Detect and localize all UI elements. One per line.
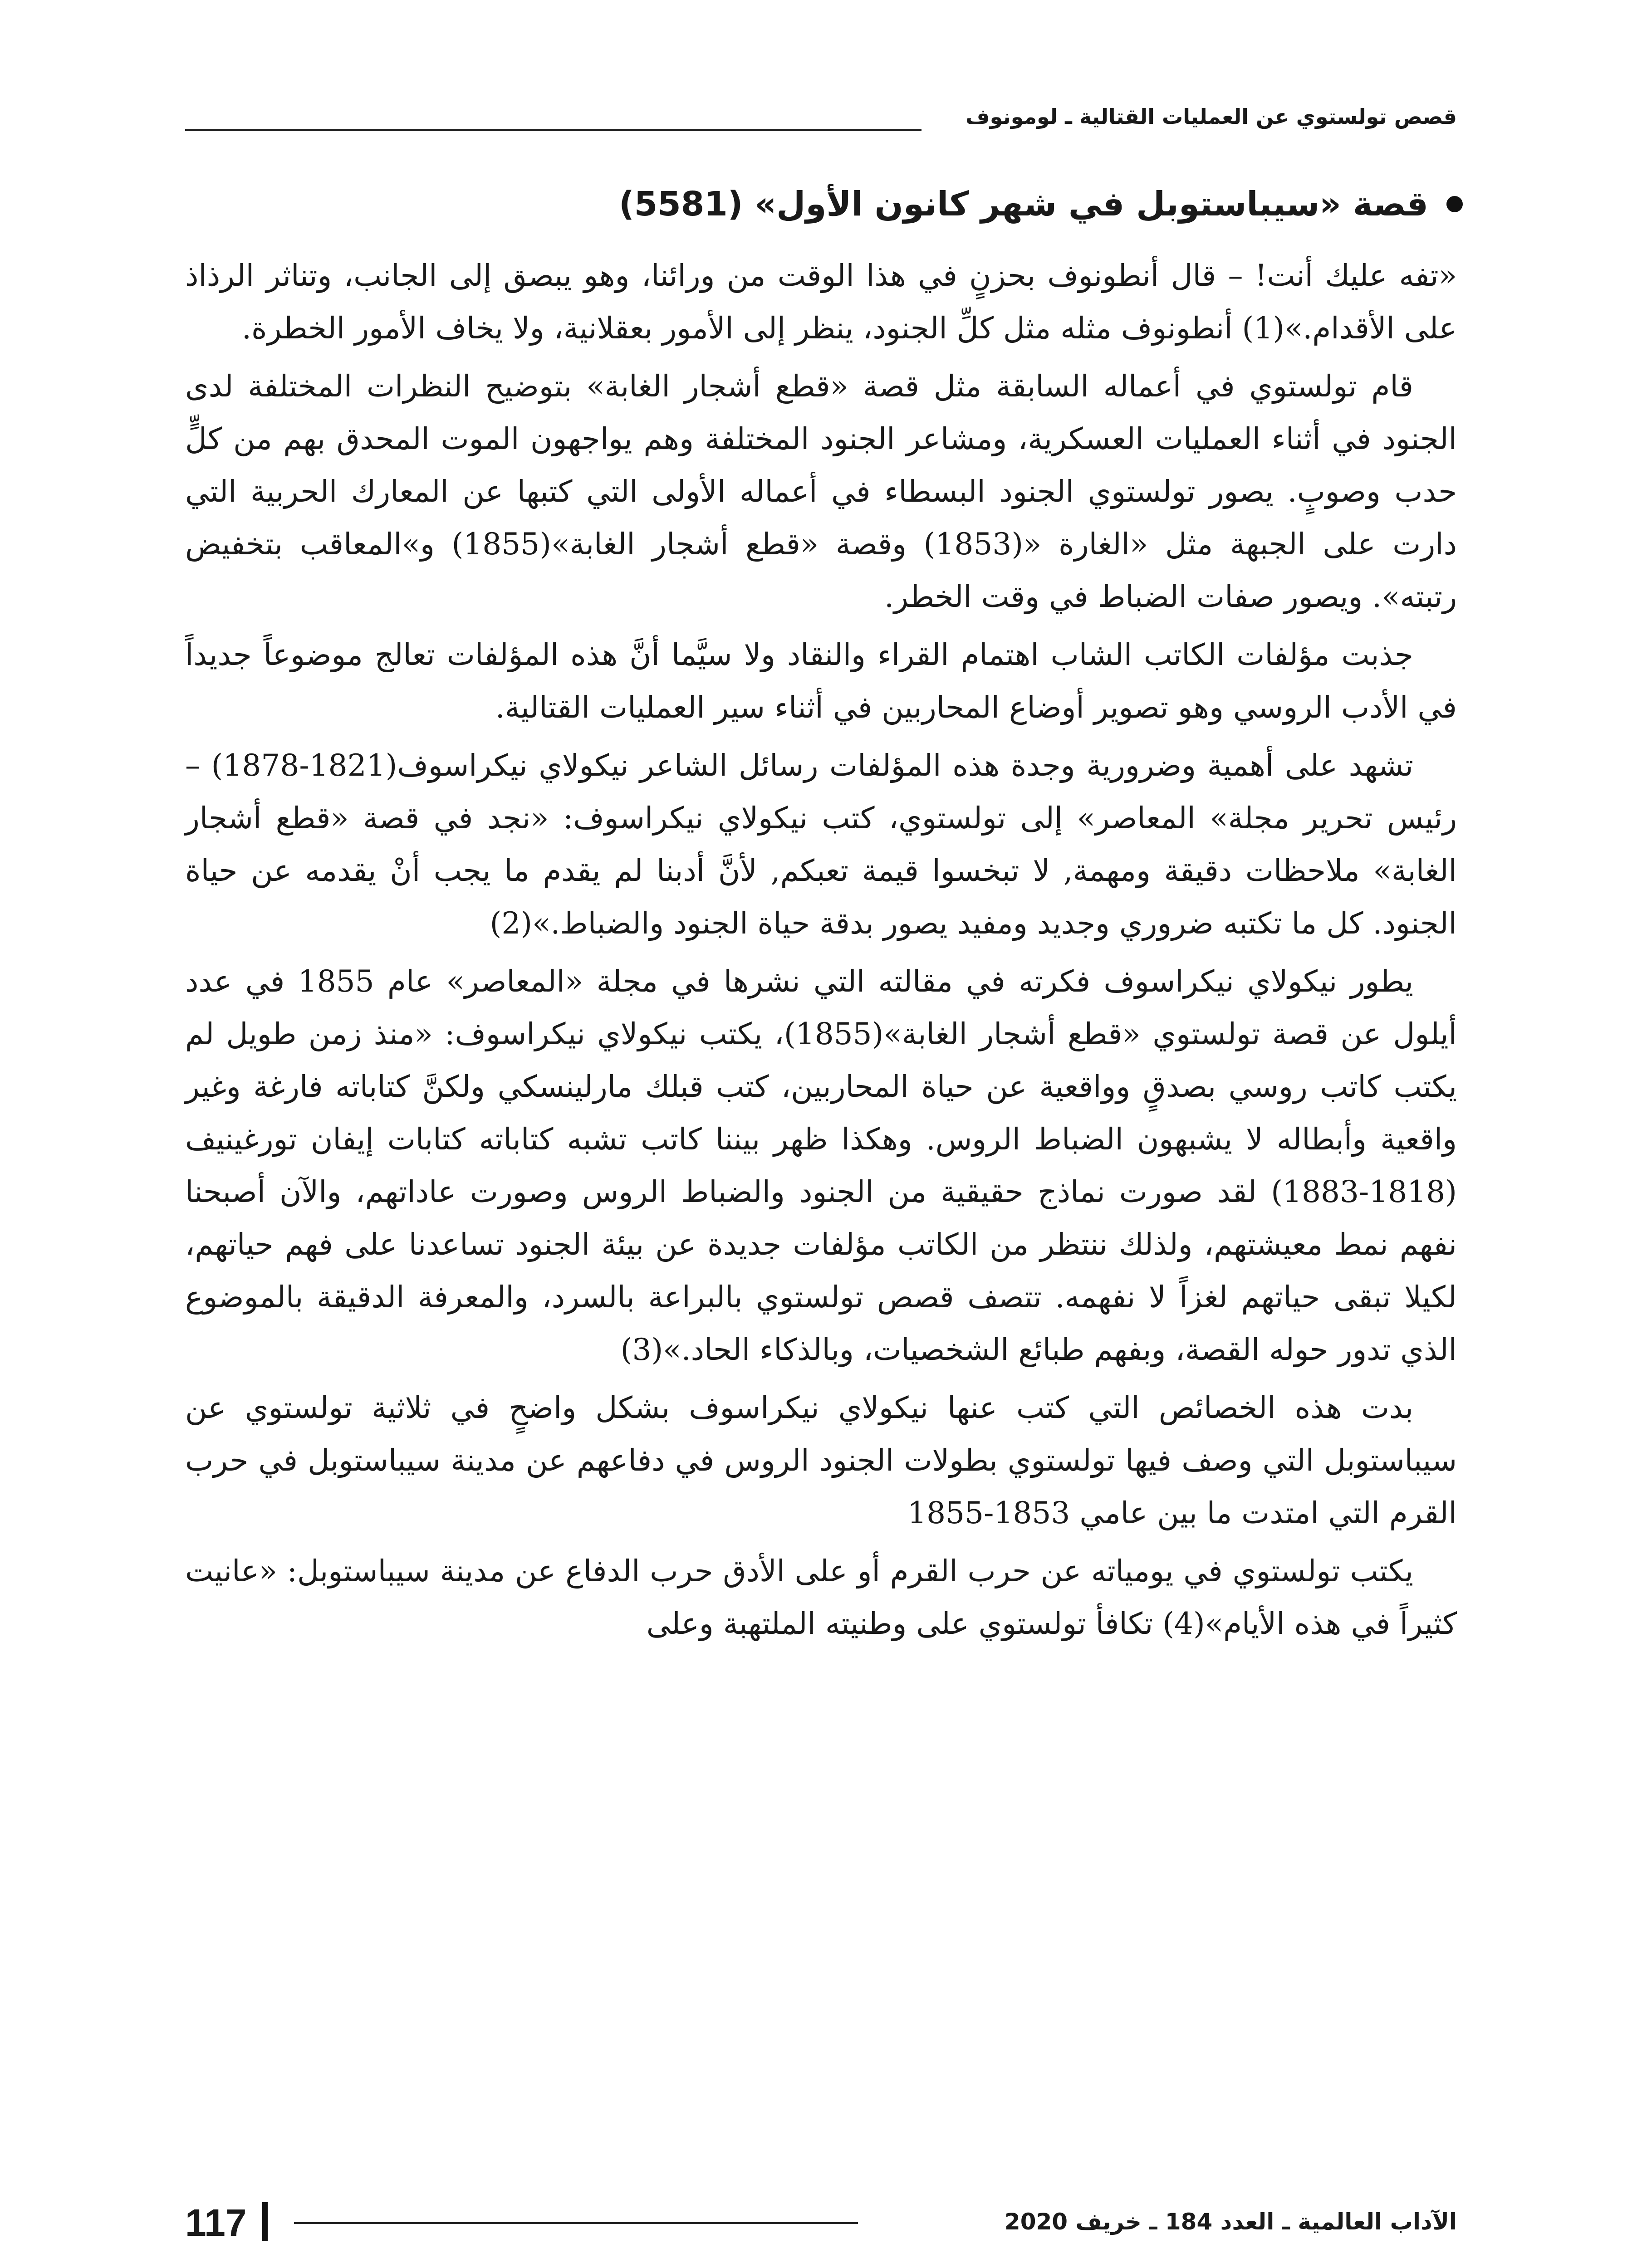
paragraph: بدت هذه الخصائص التي كتب عنها نيكولاي نيكراسوف بشكل واضحٍ في ثلاثية تولستوي عن سيباستوبل التي وصف فيها تولستوي بطولات الجنود الروس في دفاعهم عن مدينة سيباستوبل في حرب القرم التي امتدت ما بين عامي 1853-1855 (185, 1390, 1457, 1530)
paragraph: يطور نيكولاي نيكراسوف فكرته في مقالته التي نشرها في مجلة «المعاصر» عام 1855 في عدد أيلول عن قصة تولستوي «قطع أشجار الغابة»(1855)، يكتب نيكولاي نيكراسوف: «منذ زمن طويل لم يكتب كاتب روسي بصدقٍ وواقعية عن حياة المحاربين، كتب قبلك مارلينسكي ولكنَّ كتاباته فارغة وغير واقعية وأبطاله لا يشبهون الضباط الروس. وهكذا ظهر بيننا كاتب تشبه كتاباته كتابات إيفان تورغينيف (1818-1883) لقد صورت نماذج حقيقية من الجنود والضباط الروس وصورت عاداتهم، والآن أصبحنا نفهم نمط معيشتهم، ولذلك ننتظر من الكاتب مؤلفات جديدة عن بيئة الجنود تساعدنا على فهم حياتهم، لكيلا تبقى حياتهم لغزاً لا نفهمه. تتصف قصص تولستوي بالبراعة بالسرد، والمعرفة الدقيقة بالموضوع الذي تدور حوله القصة، وبفهم طبائع الشخصيات، وبالذكاء الحاد.»(3) (185, 964, 1457, 1367)
paragraph: «تفه عليك أنت! – قال أنطونوف بحزنٍ في هذا الوقت من ورائنا، وهو يبصق إلى الجانب، وتناثر الرذاذ على الأقدام.»(1) أنطونوف مثله مثل كلِّ الجنود، ينظر إلى الأمور بعقلانية، ولا يخاف الأمور الخطرة. (185, 258, 1457, 346)
paragraph: قام تولستوي في أعماله السابقة مثل قصة «قطع أشجار الغابة» بتوضيح النظرات المختلفة لدى الجنود في أثناء العمليات العسكرية، ومشاعر الجنود المختلفة وهم يواجهون الموت المحدق بهم من كلٍّ حدب وصوبٍ. يصور تولستوي الجنود البسطاء في أعماله الأولى التي كتبها عن المعارك الحربية التي دارت على الجبهة مثل «الغارة «(1853) وقصة «قطع أشجار الغابة»(1855) و»المعاقب بتخفيض رتبته». ويصور صفات الضباط في وقت الخطر. (185, 369, 1457, 614)
page-number: 117 (185, 2201, 247, 2244)
footer-rule (294, 2222, 858, 2224)
article-body (185, 249, 1457, 1656)
section-heading (185, 179, 1463, 229)
section-heading-text: قصة «سيباستوبل في شهر كانون الأول» (5581) (618, 185, 1428, 224)
paragraph: تشهد على أهمية وضرورية وجدة هذه المؤلفات رسائل الشاعر نيكولاي نيكراسوف(1821-1878) – رئيس تحرير مجلة» المعاصر» إلى تولستوي، كتب نيكولاي نيكراسوف: «نجد في قصة «قطع أشجار الغابة» ملاحظات دقيقة ومهمة, لا تبخسوا قيمة تعبكم, لأنَّ أدبنا لم يقدم ما يجب أنْ يقدمه عن حياة الجنود. كل ما تكتبه ضروري وجديد ومفيد يصور بدقة حياة الجنود والضباط.»(2) (185, 748, 1457, 941)
running-header (185, 101, 1457, 140)
footer-separator (262, 2202, 268, 2241)
paragraph: يكتب تولستوي في يومياته عن حرب القرم أو على الأدق حرب الدفاع عن مدينة سيباستوبل: «عانيت كثيراً في هذه الأيام»(4) تكافأ تولستوي على وطنيته الملتهبة وعلى (185, 1554, 1457, 1641)
running-title: قصص تولستوي عن العمليات القتالية ـ لومونوف (952, 101, 1457, 132)
header-rule (185, 129, 921, 131)
bullet-icon (1446, 196, 1463, 212)
paragraph: جذبت مؤلفات الكاتب الشاب اهتمام القراء والنقاد ولا سيَّما أنَّ هذه المؤلفات تعالج موضوعاً جديداً في الأدب الروسي وهو تصوير أوضاع المحاربين في أثناء سير العمليات القتالية. (185, 637, 1457, 725)
page-footer (185, 2198, 1457, 2248)
journal-issue: الآداب العالمية ـ العدد 184 ـ خريف 2020 (1004, 2209, 1457, 2235)
